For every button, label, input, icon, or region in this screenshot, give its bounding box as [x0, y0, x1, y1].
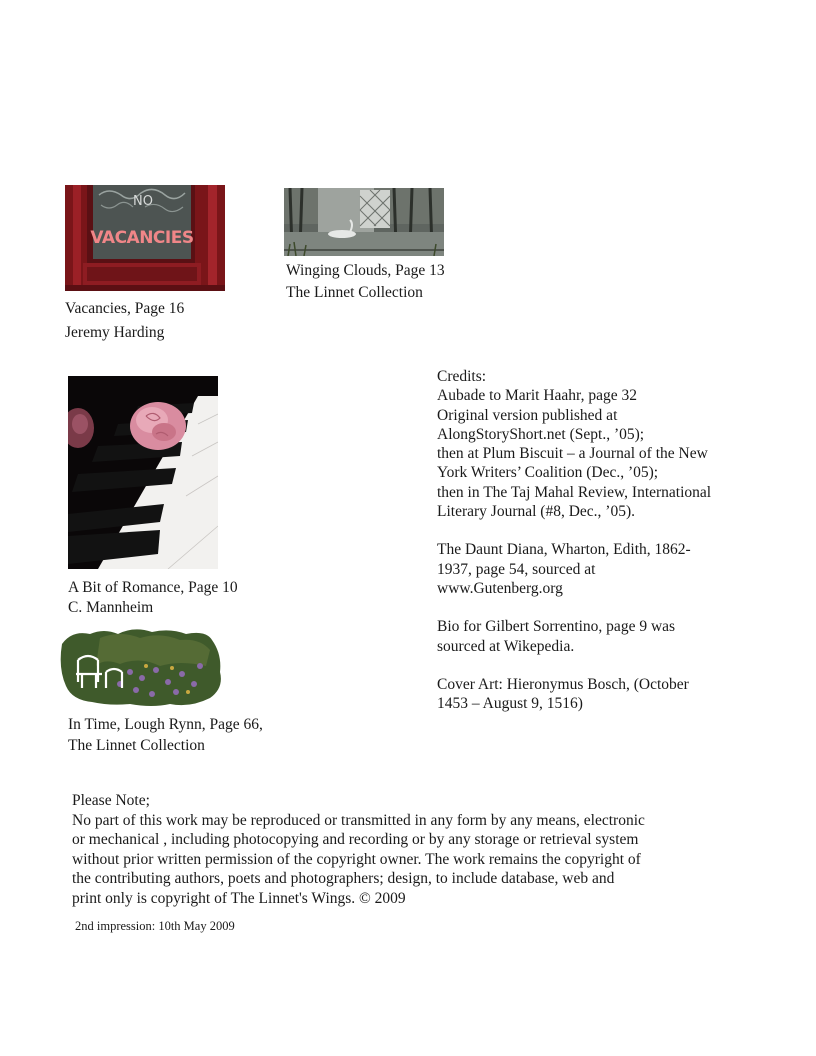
romance-photo	[68, 376, 218, 569]
notice-line: the contributing authors, poets and photographers; design, to include database, web and	[72, 870, 615, 887]
credits-line: The Daunt Diana, Wharton, Edith, 1862-	[437, 541, 691, 559]
copyright-notice	[72, 791, 692, 908]
credits-line: Aubade to Marit Haahr, page 32	[437, 387, 637, 405]
credits-line: 1937, page 54, sourced at	[437, 560, 596, 578]
in-time-caption-author: The Linnet Collection	[68, 737, 205, 754]
credits-line: then at Plum Biscuit – a Journal of the New	[437, 445, 708, 463]
winging-clouds-caption	[286, 260, 445, 303]
romance-caption-author: C. Mannheim	[68, 599, 154, 616]
notice-line: No part of this work may be reproduced or transmitted in any form by any means, electronic	[72, 811, 645, 829]
sign-vacancies-text: VACANCIES	[90, 228, 194, 248]
vacancies-caption-author: Jeremy Harding	[65, 324, 165, 341]
credits-line: 1453 – August 9, 1516)	[437, 695, 583, 713]
credits-line: AlongStoryShort.net (Sept., ’05);	[437, 425, 645, 443]
romance-caption	[68, 578, 238, 618]
vacancies-caption	[65, 298, 184, 344]
credits-line: Bio for Gilbert Sorrentino, page 9 was	[437, 618, 676, 636]
sign-no-text: NO	[133, 194, 153, 209]
winging-clouds-caption-author: The Linnet Collection	[286, 283, 423, 301]
credits-line: York Writers’ Coalition (Dec., ’05);	[437, 464, 659, 482]
winging-clouds-caption-title: Winging Clouds, Page 13	[286, 262, 445, 279]
in-time-photo	[60, 626, 224, 708]
romance-caption-title: A Bit of Romance, Page 10	[68, 579, 238, 596]
credits-line: then in The Taj Mahal Review, International	[437, 483, 712, 501]
credits-line: Original version published at	[437, 406, 618, 424]
in-time-caption	[68, 714, 263, 756]
credits-line: Cover Art: Hieronymus Bosch, (October	[437, 675, 689, 693]
impression-date: 2nd impression: 10th May 2009	[75, 919, 235, 933]
credits-line: www.Gutenberg.org	[437, 579, 563, 597]
notice-heading: Please Note;	[72, 792, 150, 809]
notice-line: without prior written permission of the copyright owner. The work remains the copyright of	[72, 850, 641, 868]
in-time-caption-title: In Time, Lough Rynn, Page 66,	[68, 716, 263, 733]
vacancies-photo	[65, 185, 225, 291]
credits-section	[437, 367, 737, 713]
credits-line: sourced at Wikepedia.	[437, 637, 575, 655]
notice-line: or mechanical , including photocopying and recording or by any storage or retrieval system	[72, 831, 639, 848]
vacancies-caption-title: Vacancies, Page 16	[65, 300, 185, 317]
winging-clouds-photo	[284, 188, 444, 256]
credits-line: Literary Journal (#8, Dec., ’05).	[437, 503, 635, 521]
notice-line: print only is copyright of The Linnet's Wings. © 2009	[72, 889, 406, 907]
credits-heading: Credits:	[437, 368, 487, 385]
